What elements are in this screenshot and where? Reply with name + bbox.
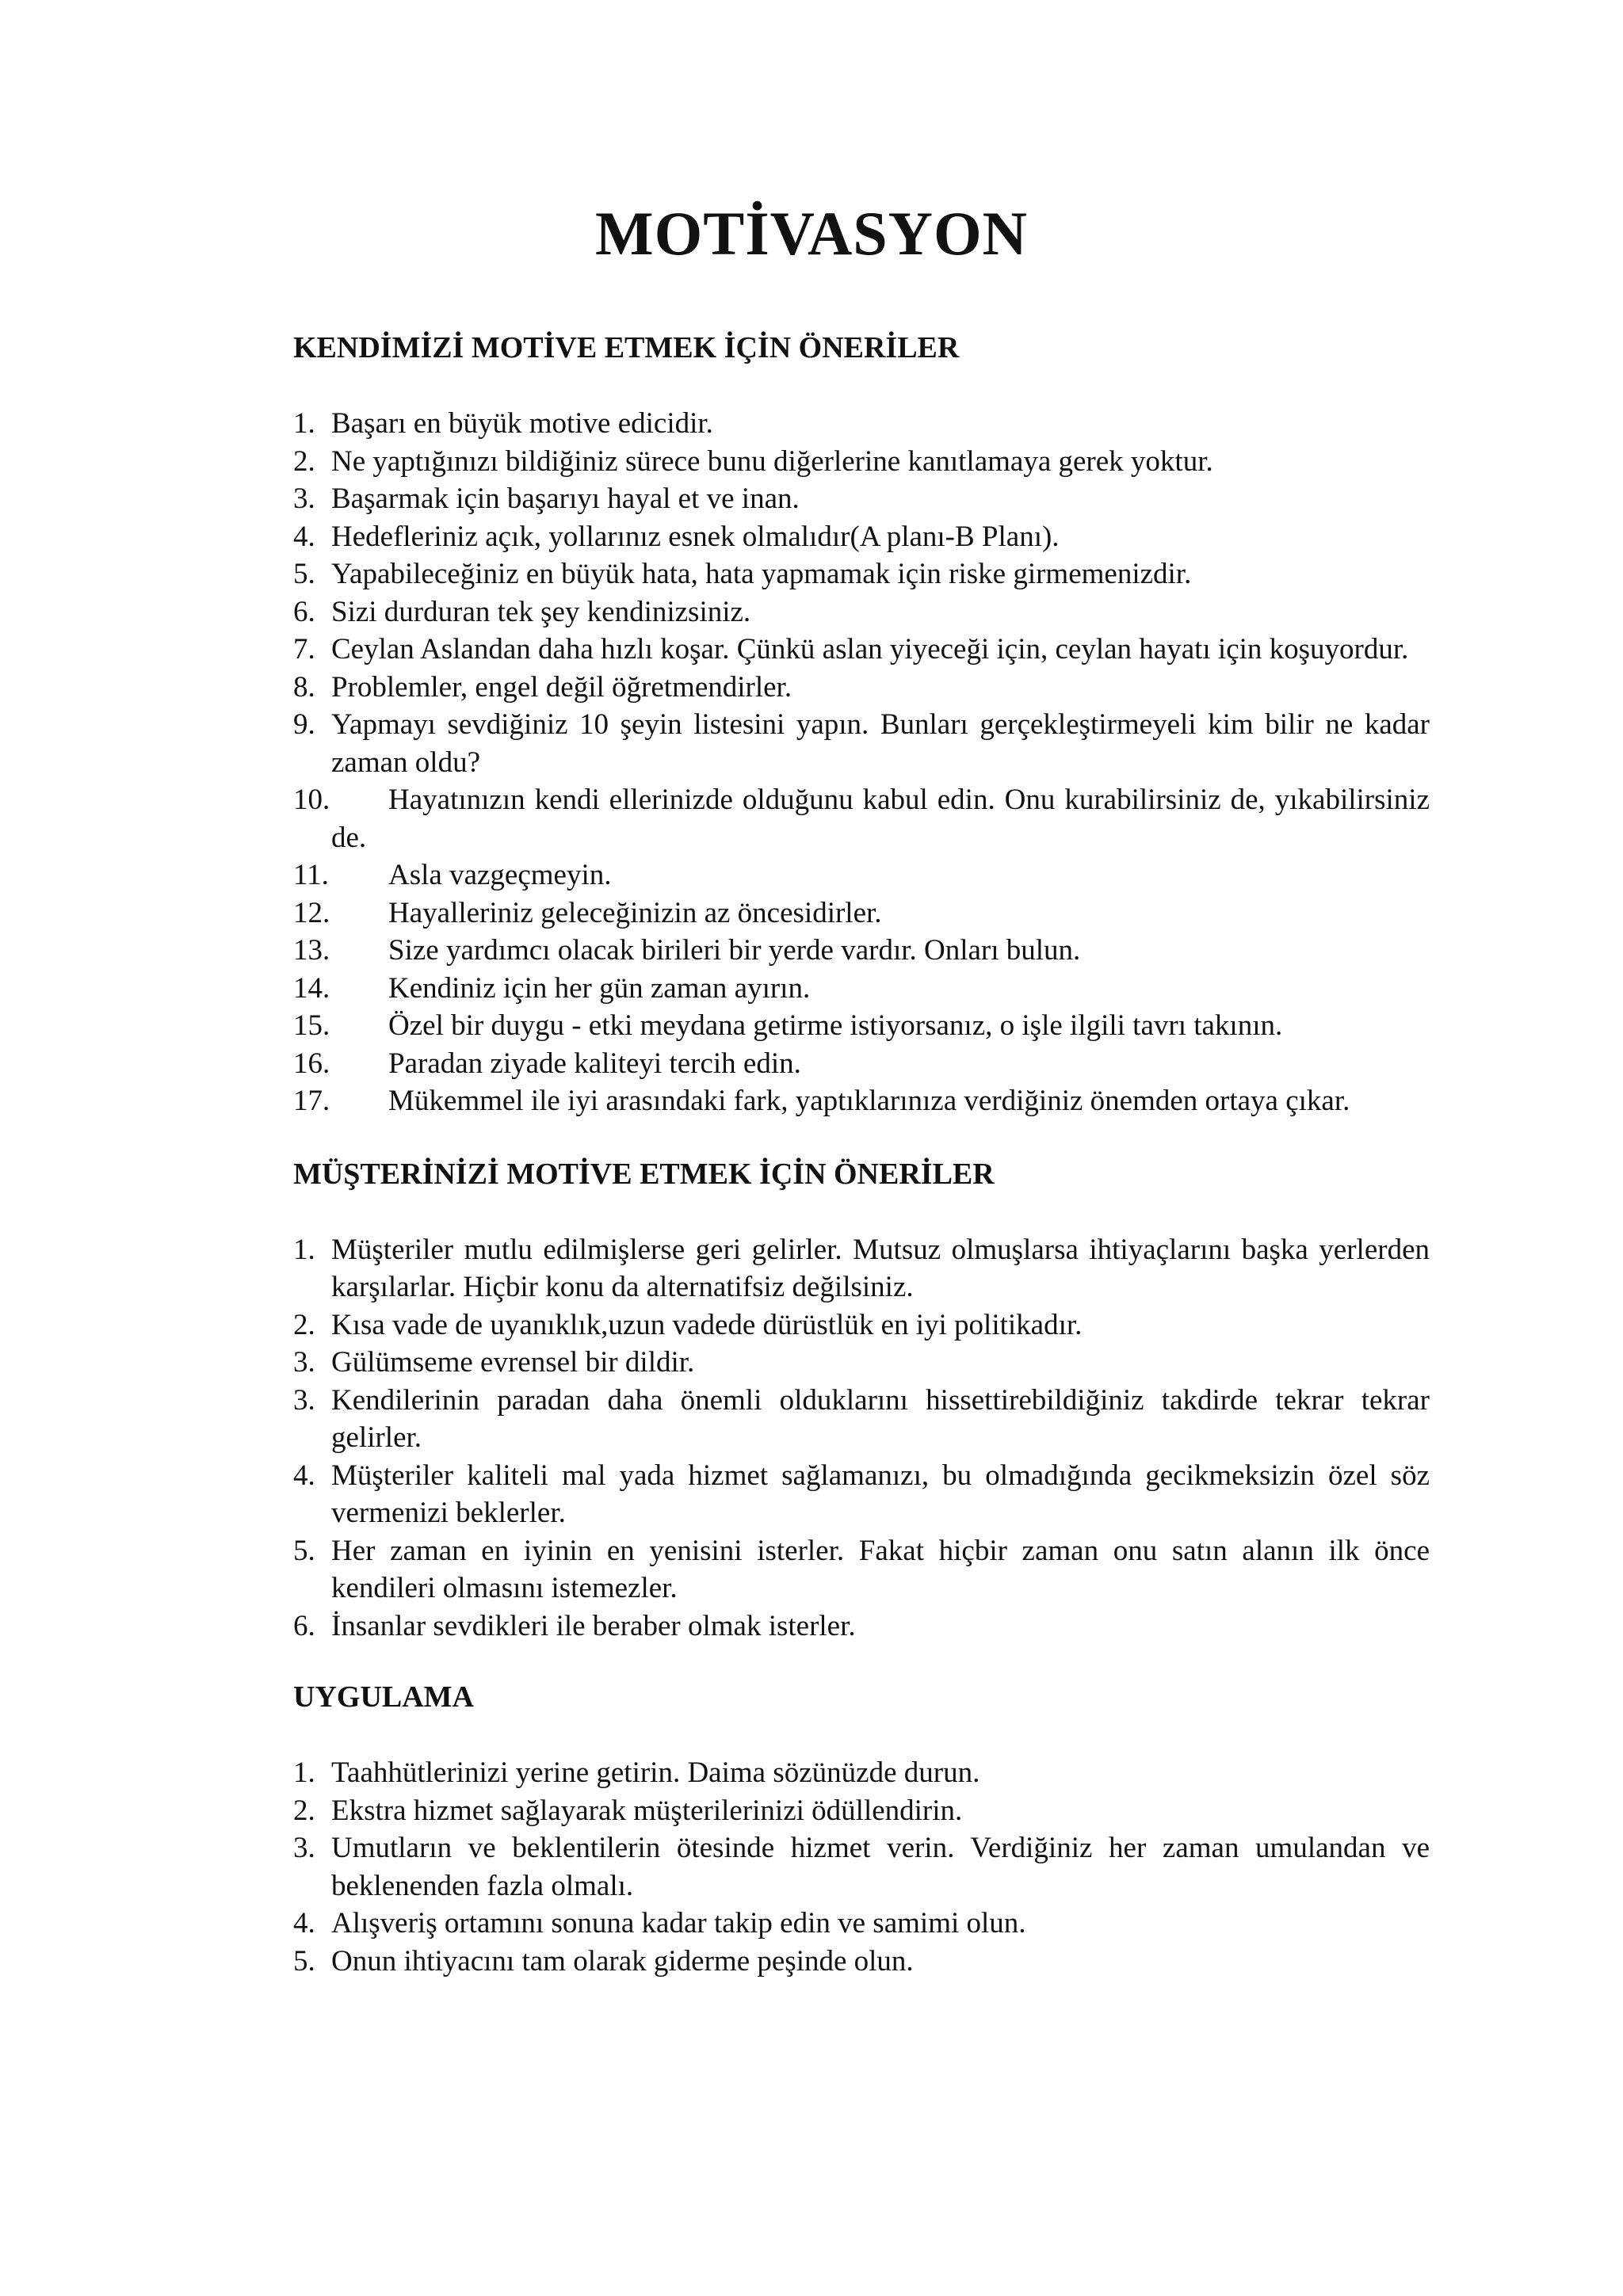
application-list — [293, 1754, 1430, 1980]
item-text: Yapmayı sevdiğiniz 10 şeyin listesini yapın. Bunları gerçekleştirmeyeli kim bilir ne kadar zaman oldu? — [331, 708, 1430, 779]
item-text: Gülümseme evrensel bir dildir. — [331, 1346, 695, 1379]
item-number: 9. — [293, 708, 315, 741]
section-heading-application: UYGULAMA — [293, 1680, 474, 1714]
item-number: 4. — [293, 1459, 315, 1492]
item-text: Umutların ve beklentilerin ötesinde hizmet verin. Verdiğiniz her zaman umulandan ve beklenenden fazla olmalı. — [331, 1832, 1430, 1902]
item-number: 12. — [293, 896, 330, 929]
list-item — [293, 1532, 1430, 1608]
list-item — [293, 631, 1430, 669]
list-item — [293, 1905, 1430, 1943]
self-motivation-list — [293, 405, 1430, 1120]
item-text: Ceylan Aslandan daha hızlı koşar. Çünkü aslan yiyeceği için, ceylan hayatı için koşuyordur. — [331, 633, 1409, 666]
item-number: 6. — [293, 1609, 315, 1642]
item-text: Her zaman en iyinin en yenisini isterler. Fakat hiçbir zaman onu satın alanın ilk önce kendileri olmasını istemezler. — [331, 1534, 1430, 1604]
item-text: Müşteriler mutlu edilmişlerse geri gelirler. Mutsuz olmuşlarsa ihtiyaçlarını başka yerlerden karşılarlar. Hiçbir konu da alternatifsiz değilsiniz. — [331, 1233, 1430, 1303]
item-text: Müşteriler kaliteli mal yada hizmet sağlamanızı, bu olmadığında gecikmeksizin özel söz vermenizi beklerler. — [331, 1459, 1430, 1529]
section-heading-customer-motivation: MÜŞTERİNİZİ MOTİVE ETMEK İÇİN ÖNERİLER — [293, 1157, 995, 1191]
item-text: Başarmak için başarıyı hayal et ve inan. — [331, 482, 800, 515]
item-text: Asla vazgeçmeyin. — [388, 859, 612, 891]
item-text: Paradan ziyade kaliteyi tercih edin. — [388, 1047, 801, 1080]
item-number: 3. — [293, 1346, 315, 1379]
list-item — [293, 669, 1430, 707]
item-text: Ekstra hizmet sağlayarak müşterilerinizi ödüllendirin. — [331, 1794, 963, 1827]
item-number: 1. — [293, 1756, 315, 1789]
list-item — [293, 555, 1430, 593]
item-number: 16. — [293, 1047, 330, 1080]
item-text: Ne yaptığınızı bildiğiniz sürece bunu diğerlerine kanıtlamaya gerek yoktur. — [331, 444, 1213, 478]
item-text: Özel bir duygu - etki meydana getirme istiyorsanız, o işle ilgili tavrı takının. — [388, 1009, 1283, 1042]
item-text: Alışveriş ortamını sonuna kadar takip edin ve samimi olun. — [331, 1907, 1026, 1939]
list-item — [293, 1943, 1430, 1981]
item-number: 5. — [293, 1944, 315, 1978]
item-number: 2. — [293, 444, 315, 478]
item-number: 10. — [293, 784, 330, 816]
list-item — [293, 443, 1430, 481]
list-item — [293, 480, 1430, 518]
list-item — [293, 1792, 1430, 1830]
item-text: Başarı en büyük motive edicidir. — [331, 407, 713, 440]
item-number: 2. — [293, 1308, 315, 1341]
item-number: 6. — [293, 595, 315, 628]
list-item — [293, 1231, 1430, 1306]
item-text: Size yardımcı olacak birileri bir yerde vardır. Onları bulun. — [388, 934, 1081, 967]
list-item — [293, 706, 1430, 781]
list-item — [293, 781, 1430, 856]
item-text: Hayalleriniz geleceğinizin az öncesidirler. — [388, 896, 882, 929]
item-text: İnsanlar sevdikleri ile beraber olmak isterler. — [331, 1609, 856, 1642]
item-number: 13. — [293, 934, 330, 967]
item-number: 1. — [293, 407, 315, 440]
customer-motivation-list — [293, 1231, 1430, 1646]
list-item — [293, 1457, 1430, 1532]
item-number: 5. — [293, 558, 315, 590]
list-item — [293, 1306, 1430, 1344]
item-number: 7. — [293, 633, 315, 666]
item-text: Hedefleriniz açık, yollarınız esnek olmalıdır(A planı-B Planı). — [331, 520, 1060, 553]
item-number: 8. — [293, 670, 315, 704]
item-number: 14. — [293, 971, 330, 1005]
item-text: Problemler, engel değil öğretmendirler. — [331, 670, 792, 704]
item-text: Onun ihtiyacını tam olarak giderme peşinde olun. — [331, 1944, 914, 1978]
item-number: 15. — [293, 1009, 330, 1042]
list-item — [293, 405, 1430, 443]
list-item — [293, 1829, 1430, 1905]
item-text: Sizi durduran tek şey kendinizsiniz. — [331, 595, 751, 628]
item-number: 5. — [293, 1534, 315, 1567]
section-heading-self-motivation: KENDİMİZİ MOTİVE ETMEK İÇİN ÖNERİLER — [293, 331, 960, 364]
item-text: Kendiniz için her gün zaman ayırın. — [388, 971, 811, 1005]
item-number: 4. — [293, 520, 315, 553]
list-item — [293, 1344, 1430, 1382]
item-number: 1. — [293, 1233, 315, 1266]
list-item — [293, 1754, 1430, 1792]
list-item — [293, 1007, 1430, 1045]
list-item — [293, 1382, 1430, 1457]
item-number: 11. — [293, 859, 329, 891]
item-text: Mükemmel ile iyi arasındaki fark, yaptıklarınıza verdiğiniz önemden ortaya çıkar. — [388, 1085, 1350, 1117]
page-title: MOTİVASYON — [595, 199, 1028, 268]
list-item — [293, 518, 1430, 556]
item-number: 2. — [293, 1794, 315, 1827]
item-number: 4. — [293, 1907, 315, 1939]
list-item — [293, 856, 1430, 894]
item-text: Taahhütlerinizi yerine getirin. Daima sözünüzde durun. — [331, 1756, 980, 1789]
list-item — [293, 970, 1430, 1008]
item-text: Hayatınızın kendi ellerinizde olduğunu kabul edin. Onu kurabilirsiniz de, yıkabilirsiniz de. — [331, 784, 1430, 854]
list-item — [293, 593, 1430, 631]
item-text: Yapabileceğiniz en büyük hata, hata yapmamak için riske girmemenizdir. — [331, 558, 1192, 590]
item-text: Kendilerinin paradan daha önemli olduklarını hissettirebildiğiniz takdirde tekrar tekrar gelirler. — [331, 1383, 1430, 1454]
list-item — [293, 894, 1430, 933]
item-number: 3. — [293, 1383, 315, 1417]
list-item — [293, 1082, 1430, 1120]
item-number: 3. — [293, 1832, 315, 1864]
item-number: 3. — [293, 482, 315, 515]
list-item — [293, 932, 1430, 970]
list-item — [293, 1045, 1430, 1083]
item-text: Kısa vade de uyanıklık,uzun vadede dürüstlük en iyi politikadır. — [331, 1308, 1083, 1341]
list-item — [293, 1608, 1430, 1646]
item-number: 17. — [293, 1085, 330, 1117]
